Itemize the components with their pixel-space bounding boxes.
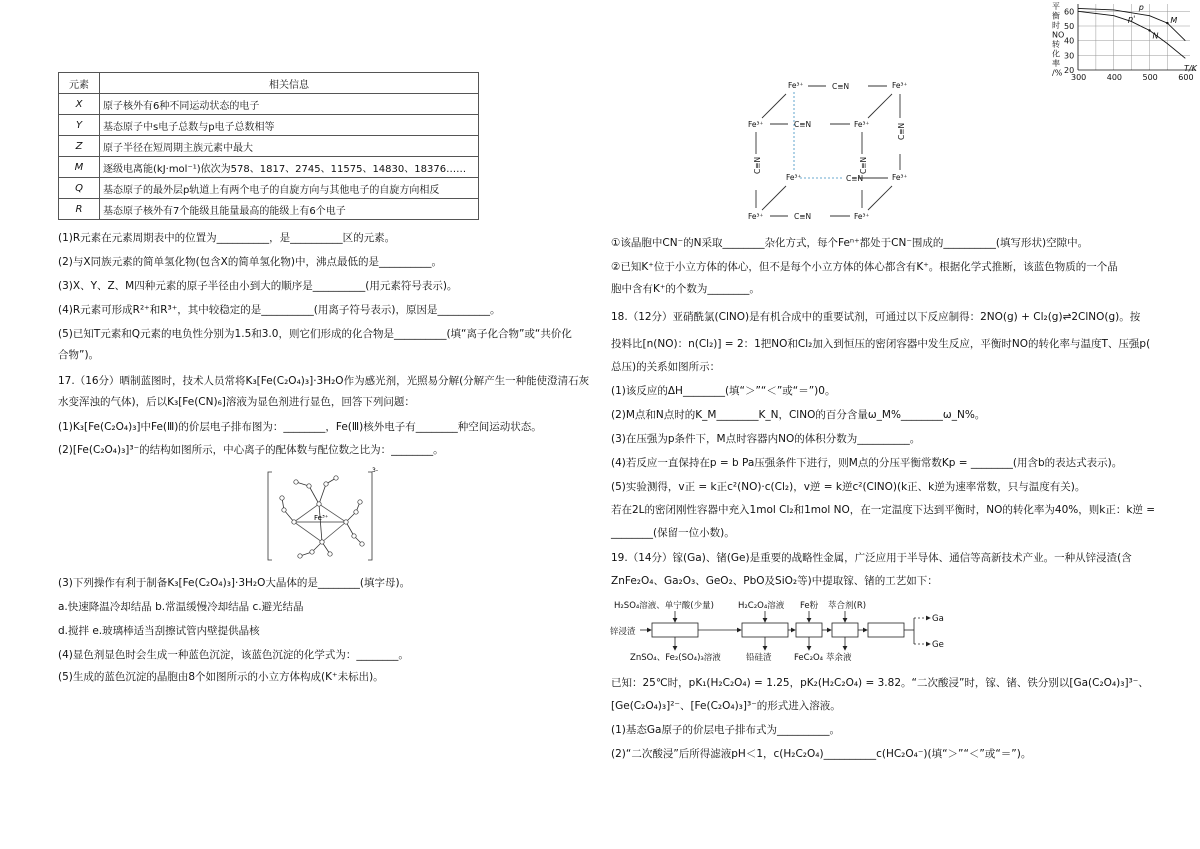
chart-y-tick: 30 bbox=[1064, 51, 1075, 61]
flow-box-first-leach bbox=[652, 623, 698, 637]
chart-y-label-char: NO bbox=[1052, 30, 1065, 40]
point-label-N: N bbox=[1152, 31, 1159, 41]
fe3-label: Fe³⁺ bbox=[786, 173, 802, 182]
table-row bbox=[59, 115, 479, 136]
question-16-4: (4)R元素可形成R²⁺和R³⁺，其中较稳定的是__________(用离子符号表示)，原因是__________。 bbox=[58, 304, 501, 316]
question-17-5-2: ②已知K⁺位于小立方体的体心，但不是每个小立方体的体心都含有K⁺。根据化学式推断，该蓝色物质的一个晶 bbox=[611, 261, 1118, 273]
chart-x-tick: 600 bbox=[1178, 73, 1194, 82]
element-info-table bbox=[58, 72, 479, 220]
chart-y-label-char: 转 bbox=[1052, 40, 1060, 49]
flow-reagent-1: H₂SO₄溶液、单宁酸(少量) bbox=[614, 601, 714, 611]
cn-horizontal-label: C≡N bbox=[794, 212, 812, 221]
element-info: 原子半径在短周期主族元素中最大 bbox=[100, 136, 479, 157]
problem-18-stem-cont2: 总压)的关系如图所示： bbox=[611, 361, 721, 373]
flow-byproduct-1: ZnSO₄、Fe₂(SO₄)₃溶液 bbox=[630, 653, 721, 663]
flow-box-iron-removal bbox=[796, 623, 822, 637]
series-label-p-prime: p' bbox=[1128, 14, 1136, 24]
chart-y-tick: 50 bbox=[1064, 22, 1075, 31]
flow-byproduct-3: FeC₂O₄ bbox=[794, 653, 824, 663]
question-18-3: (3)在压强为p条件下，M点时容器内NO的体积分数为__________。 bbox=[611, 433, 921, 445]
fe3-label: Fe³⁺ bbox=[748, 212, 764, 221]
problem-17-stem-cont: 水变浑浊的气体)，后以K₃[Fe(CN)₆]溶液为显色剂进行显色，回答下列问题： bbox=[58, 396, 415, 408]
oxalate-complex-structure-figure bbox=[264, 464, 384, 566]
question-19-2: (2)“二次酸浸”后所得滤液pH＜1，c(H₂C₂O₄)__________c(HC₂O₄⁻)(填“＞”“＜”或“＝”)。 bbox=[611, 748, 1032, 760]
no-conversion-chart bbox=[1050, 0, 1200, 84]
fe3-label: Fe³⁺ bbox=[788, 81, 804, 90]
table-row bbox=[59, 136, 479, 157]
chart-y-label-char: /% bbox=[1052, 68, 1063, 78]
question-16-5: (5)已知T元素和Q元素的电负性分别为1.5和3.0，则它们形成的化合物是__________(填“离子化合物”或“共价化 bbox=[58, 328, 572, 340]
element-symbol: X bbox=[59, 94, 100, 115]
question-16-5-cont: 合物”)。 bbox=[58, 349, 100, 361]
question-17-5-2-cont: 胞中含有K⁺的个数为________。 bbox=[611, 283, 760, 295]
problem-19-stem: 19.（14分）镓(Ga)、锗(Ge)是重要的战略性金属，广泛应用于半导体、通信等高新技术产业。一种从锌浸渣(含 bbox=[611, 552, 1132, 564]
flow-output-ge: Ge bbox=[932, 640, 944, 650]
chart-point-M bbox=[1166, 22, 1168, 24]
question-17-3: (3)下列操作有利于制备K₃[Fe(C₂O₄)₃]·3H₂O大晶体的是________(填字母)。 bbox=[58, 577, 411, 589]
problem-18-stem: 18.（12分）亚硝酰氯(ClNO)是有机合成中的重要试剂，可通过以下反应制得：2NO(g) + Cl₂(g)⇌2ClNO(g)。按 bbox=[611, 311, 1141, 323]
table-row bbox=[59, 94, 479, 115]
ga-ge-process-flowchart bbox=[610, 596, 970, 664]
flow-box-extraction bbox=[832, 623, 858, 637]
point-label-M: M bbox=[1170, 16, 1178, 26]
chart-y-label-char: 化 bbox=[1052, 49, 1060, 59]
cn-horizontal-label: C≡N bbox=[794, 120, 812, 129]
prussian-blue-cube-diagram bbox=[742, 74, 922, 226]
question-17-4: (4)显色剂显色时会生成一种蓝色沉淀，该蓝色沉淀的化学式为：________。 bbox=[58, 649, 409, 661]
table-row bbox=[59, 157, 479, 178]
question-16-2: (2)与X同族元素的简单氢化物(包含X的简单氢化物)中，沸点最低的是__________。 bbox=[58, 256, 442, 268]
question-17-5: (5)生成的蓝色沉淀的晶胞由8个如图所示的小立方体构成(K⁺未标出)。 bbox=[58, 671, 384, 683]
fe3-label: Fe³⁺ bbox=[892, 81, 908, 90]
chart-y-label-char: 率 bbox=[1052, 59, 1060, 68]
fe-center-label: Fe³⁺ bbox=[314, 514, 329, 522]
fe3-label: Fe³⁺ bbox=[748, 120, 764, 129]
question-18-4: (4)若反应一直保持在p = b Pa压强条件下进行，则M点的分压平衡常数Kp = ________(用含b的表达式表示)。 bbox=[611, 457, 1123, 469]
question-18-5: (5)实验测得，v正 = k正c²(NO)·c(Cl₂)，v逆 = k逆c²(ClNO)(k正、k逆为速率常数，只与温度有关)。 bbox=[611, 481, 1086, 493]
question-16-3: (3)X、Y、Z、M四种元素的原子半径由小到大的顺序是__________(用元素符号表示)。 bbox=[58, 280, 458, 292]
question-17-2: (2)[Fe(C₂O₄)₃]³⁻的结构如图所示，中心离子的配体数与配位数之比为：________。 bbox=[58, 444, 444, 456]
cn-horizontal-label: C≡N bbox=[832, 82, 850, 91]
flow-reagent-4: 萃合剂(R) bbox=[828, 601, 867, 611]
question-17-1: (1)K₃[Fe(C₂O₄)₃]中Fe(Ⅲ)的价层电子排布图为：________，Fe(Ⅲ)核外电子有________种空间运动状态。 bbox=[58, 421, 542, 433]
flow-byproduct-4: 萃余液 bbox=[826, 653, 852, 663]
element-info: 逐级电离能(kJ·mol⁻¹)依次为578、1817、2745、11575、14830、18376…… bbox=[100, 157, 479, 178]
chart-point-N bbox=[1148, 29, 1150, 31]
question-18-1: (1)该反应的ΔH________(填“＞”“＜”或“＝”)0。 bbox=[611, 385, 836, 397]
question-17-3-options-a: a.快速降温冷却结晶 b.常温缓慢冷却结晶 c.避光结晶 bbox=[58, 601, 304, 613]
problem-17-stem: 17.（16分）晒制蓝图时，技术人员常将K₃[Fe(C₂O₄)₃]·3H₂O作为感光剂，光照易分解(分解产生一种能使澄清石灰 bbox=[58, 375, 590, 387]
chart-y-tick: 60 bbox=[1064, 7, 1075, 17]
element-symbol: R bbox=[59, 199, 100, 220]
table-header-row bbox=[59, 73, 479, 94]
question-18-2: (2)M点和N点时的K_M________K_N，ClNO的百分含量ω_M%________ω_N%。 bbox=[611, 409, 986, 421]
chart-y-label-char: 时 bbox=[1052, 21, 1060, 30]
flow-box-back-extraction bbox=[868, 623, 904, 637]
cn-horizontal-label: C≡N bbox=[846, 174, 864, 183]
question-16-1: (1)R元素在元素周期表中的位置为__________，是__________区的元素。 bbox=[58, 232, 396, 244]
question-19-1: (1)基态Ga原子的价层电子排布式为__________。 bbox=[611, 724, 840, 736]
chart-x-unit: T/K bbox=[1184, 64, 1197, 73]
chart-x-tick: 500 bbox=[1142, 73, 1158, 82]
bracket-charge-label: 3- bbox=[372, 467, 378, 474]
flow-output-ga: Ga bbox=[932, 614, 944, 624]
cn-vertical-label: C≡N bbox=[897, 122, 906, 140]
fe3-label: Fe³⁺ bbox=[854, 120, 870, 129]
cn-vertical-label: C≡N bbox=[859, 156, 868, 174]
problem-18-stem-cont: 投料比[n(NO)：n(Cl₂)] = 2：1把NO和Cl₂加入到恒压的密闭容器中发生反应，平衡时NO的转化率与温度T、压强p( bbox=[611, 338, 1151, 350]
chart-y-tick: 40 bbox=[1064, 36, 1075, 46]
fe3-label: Fe³⁺ bbox=[892, 173, 908, 182]
chart-x-tick: 400 bbox=[1106, 73, 1123, 82]
element-symbol: M bbox=[59, 157, 100, 178]
flow-byproduct-2: 铅硅渣 bbox=[746, 653, 772, 663]
flow-reagent-2: H₂C₂O₄溶液 bbox=[738, 601, 785, 611]
question-18-5-cont2: ________(保留一位小数)。 bbox=[611, 527, 735, 539]
chart-y-tick: 20 bbox=[1064, 66, 1075, 75]
given-data: 已知：25℃时，pK₁(H₂C₂O₄) = 1.25，pK₂(H₂C₂O₄) = 3.82。“二次酸浸”时，镓、锗、铁分别以[Ga(C₂O₄)₃]³⁻、 bbox=[611, 677, 1149, 689]
fe3-label: Fe³⁺ bbox=[854, 212, 870, 221]
element-symbol: Y bbox=[59, 115, 100, 136]
question-17-5-1: ①该晶胞中CN⁻的N采取________杂化方式，每个Feⁿ⁺都处于CN⁻围成的__________(填写形状)空隙中。 bbox=[611, 237, 1089, 249]
cn-vertical-label: C≡N bbox=[753, 156, 762, 174]
table-row bbox=[59, 178, 479, 199]
element-symbol: Q bbox=[59, 178, 100, 199]
table-header-info: 相关信息 bbox=[100, 73, 479, 94]
chart-y-label-char: 平 bbox=[1052, 2, 1060, 11]
element-symbol: Z bbox=[59, 136, 100, 157]
question-17-3-options-d: d.搅拌 e.玻璃棒适当刮擦试管内壁提供晶核 bbox=[58, 625, 260, 637]
question-18-5-cont: 若在2L的密闭刚性容器中充入1mol Cl₂和1mol NO，在一定温度下达到平衡时，NO的转化率为40%，则k正：k逆 = bbox=[611, 504, 1156, 516]
given-data-cont: [Ge(C₂O₄)₃]²⁻、[Fe(C₂O₄)₃]³⁻的形式进入溶液。 bbox=[611, 700, 841, 712]
chart-x-tick: 300 bbox=[1071, 73, 1087, 82]
table-header-element: 元素 bbox=[59, 73, 100, 94]
table-row bbox=[59, 199, 479, 220]
chart-y-label-char: 衡 bbox=[1052, 11, 1060, 21]
flow-reagent-3: Fe粉 bbox=[800, 601, 819, 611]
flow-box-second-leach bbox=[742, 623, 788, 637]
series-label-p: p bbox=[1138, 2, 1144, 12]
element-info: 原子核外有6种不同运动状态的电子 bbox=[100, 94, 479, 115]
element-info: 基态原子的最外层p轨道上有两个电子的自旋方向与其他电子的自旋方向相反 bbox=[100, 178, 479, 199]
element-info: 基态原子核外有7个能级且能量最高的能级上有6个电子 bbox=[100, 199, 479, 220]
flow-start-label: 锌浸渣 bbox=[610, 627, 636, 637]
element-info: 基态原子中s电子总数与p电子总数相等 bbox=[100, 115, 479, 136]
problem-19-stem-cont: ZnFe₂O₄、Ga₂O₃、GeO₂、PbO及SiO₂等)中提取镓、锗的工艺如下： bbox=[611, 575, 938, 587]
